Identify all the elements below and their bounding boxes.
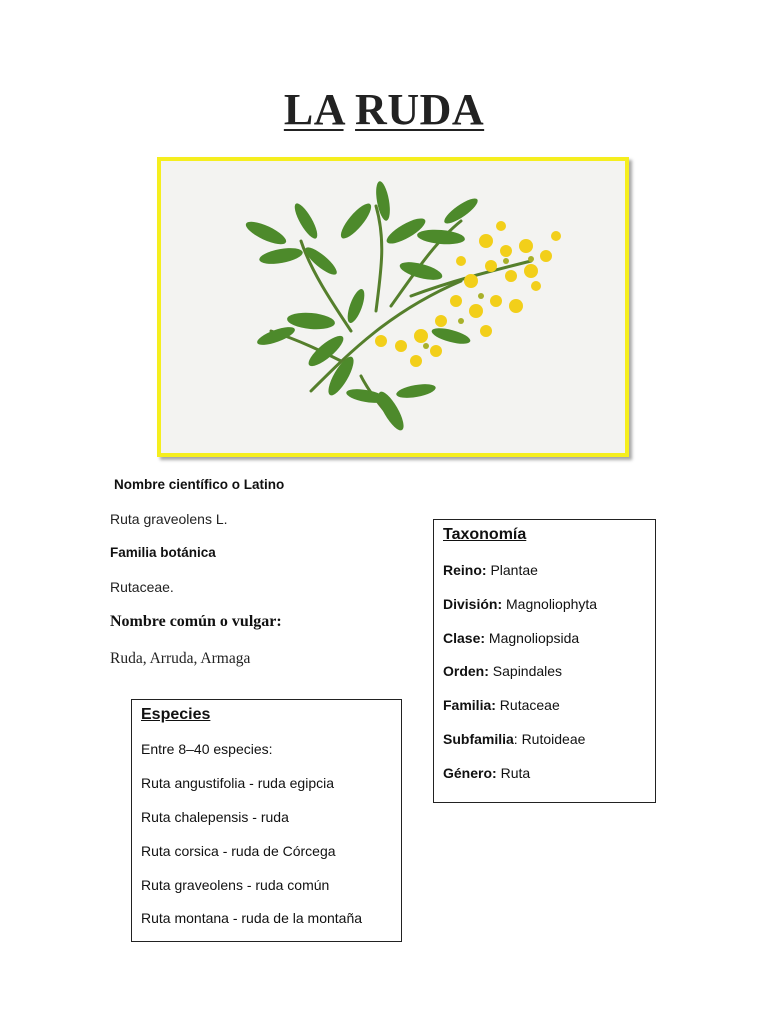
taxonomy-value: Plantae <box>486 562 538 578</box>
taxonomy-key: Reino: <box>443 562 487 578</box>
taxonomy-heading: Taxonomía <box>443 526 527 543</box>
species-item: Ruta corsica - ruda de Córcega <box>141 843 336 859</box>
taxonomy-row-clase <box>443 630 579 646</box>
taxonomy-box <box>433 519 656 803</box>
taxonomy-value: Ruta <box>496 765 531 781</box>
species-item: Ruta chalepensis - ruda <box>141 809 289 825</box>
page-title <box>0 84 768 135</box>
taxonomy-key: División: <box>443 596 503 612</box>
common-name-value: Ruda, Arruda, Armaga <box>110 650 251 667</box>
species-item: Ruta graveolens - ruda común <box>141 877 330 893</box>
taxonomy-value: : Rutoideae <box>513 731 586 747</box>
taxonomy-row-division <box>443 596 597 612</box>
taxonomy-key: Familia: <box>443 697 496 713</box>
scientific-name-value: Ruta graveolens L. <box>110 511 228 527</box>
title-word-la: LA <box>283 85 344 134</box>
taxonomy-key: Género: <box>443 765 497 781</box>
taxonomy-value: Magnoliopsida <box>485 630 580 646</box>
taxonomy-row-orden <box>443 663 562 679</box>
family-label: Familia botánica <box>110 545 216 560</box>
taxonomy-row-genero <box>443 765 530 781</box>
taxonomy-row-reino <box>443 562 538 578</box>
taxonomy-key: Orden: <box>443 663 489 679</box>
common-name-label: Nombre común o vulgar: <box>110 613 282 630</box>
family-value: Rutaceae. <box>110 579 174 595</box>
species-item: Ruta angustifolia - ruda egipcia <box>141 775 335 791</box>
species-box <box>131 699 402 942</box>
scientific-name-label: Nombre científico o Latino <box>114 477 285 492</box>
taxonomy-row-subfamilia <box>443 731 585 747</box>
species-item: Ruta montana - ruda de la montaña <box>141 910 363 926</box>
taxonomy-key: Clase: <box>443 630 486 646</box>
taxonomy-value: Sapindales <box>488 663 563 679</box>
taxonomy-key: Subfamilia <box>443 731 514 747</box>
taxonomy-row-familia <box>443 697 560 713</box>
taxonomy-value: Magnoliophyta <box>502 596 598 612</box>
title-word-ruda: RUDA <box>355 85 485 134</box>
species-heading: Especies <box>141 706 211 723</box>
taxonomy-value: Rutaceae <box>495 697 560 713</box>
species-intro: Entre 8–40 especies: <box>141 741 273 757</box>
rue-plant-photo <box>157 157 629 457</box>
